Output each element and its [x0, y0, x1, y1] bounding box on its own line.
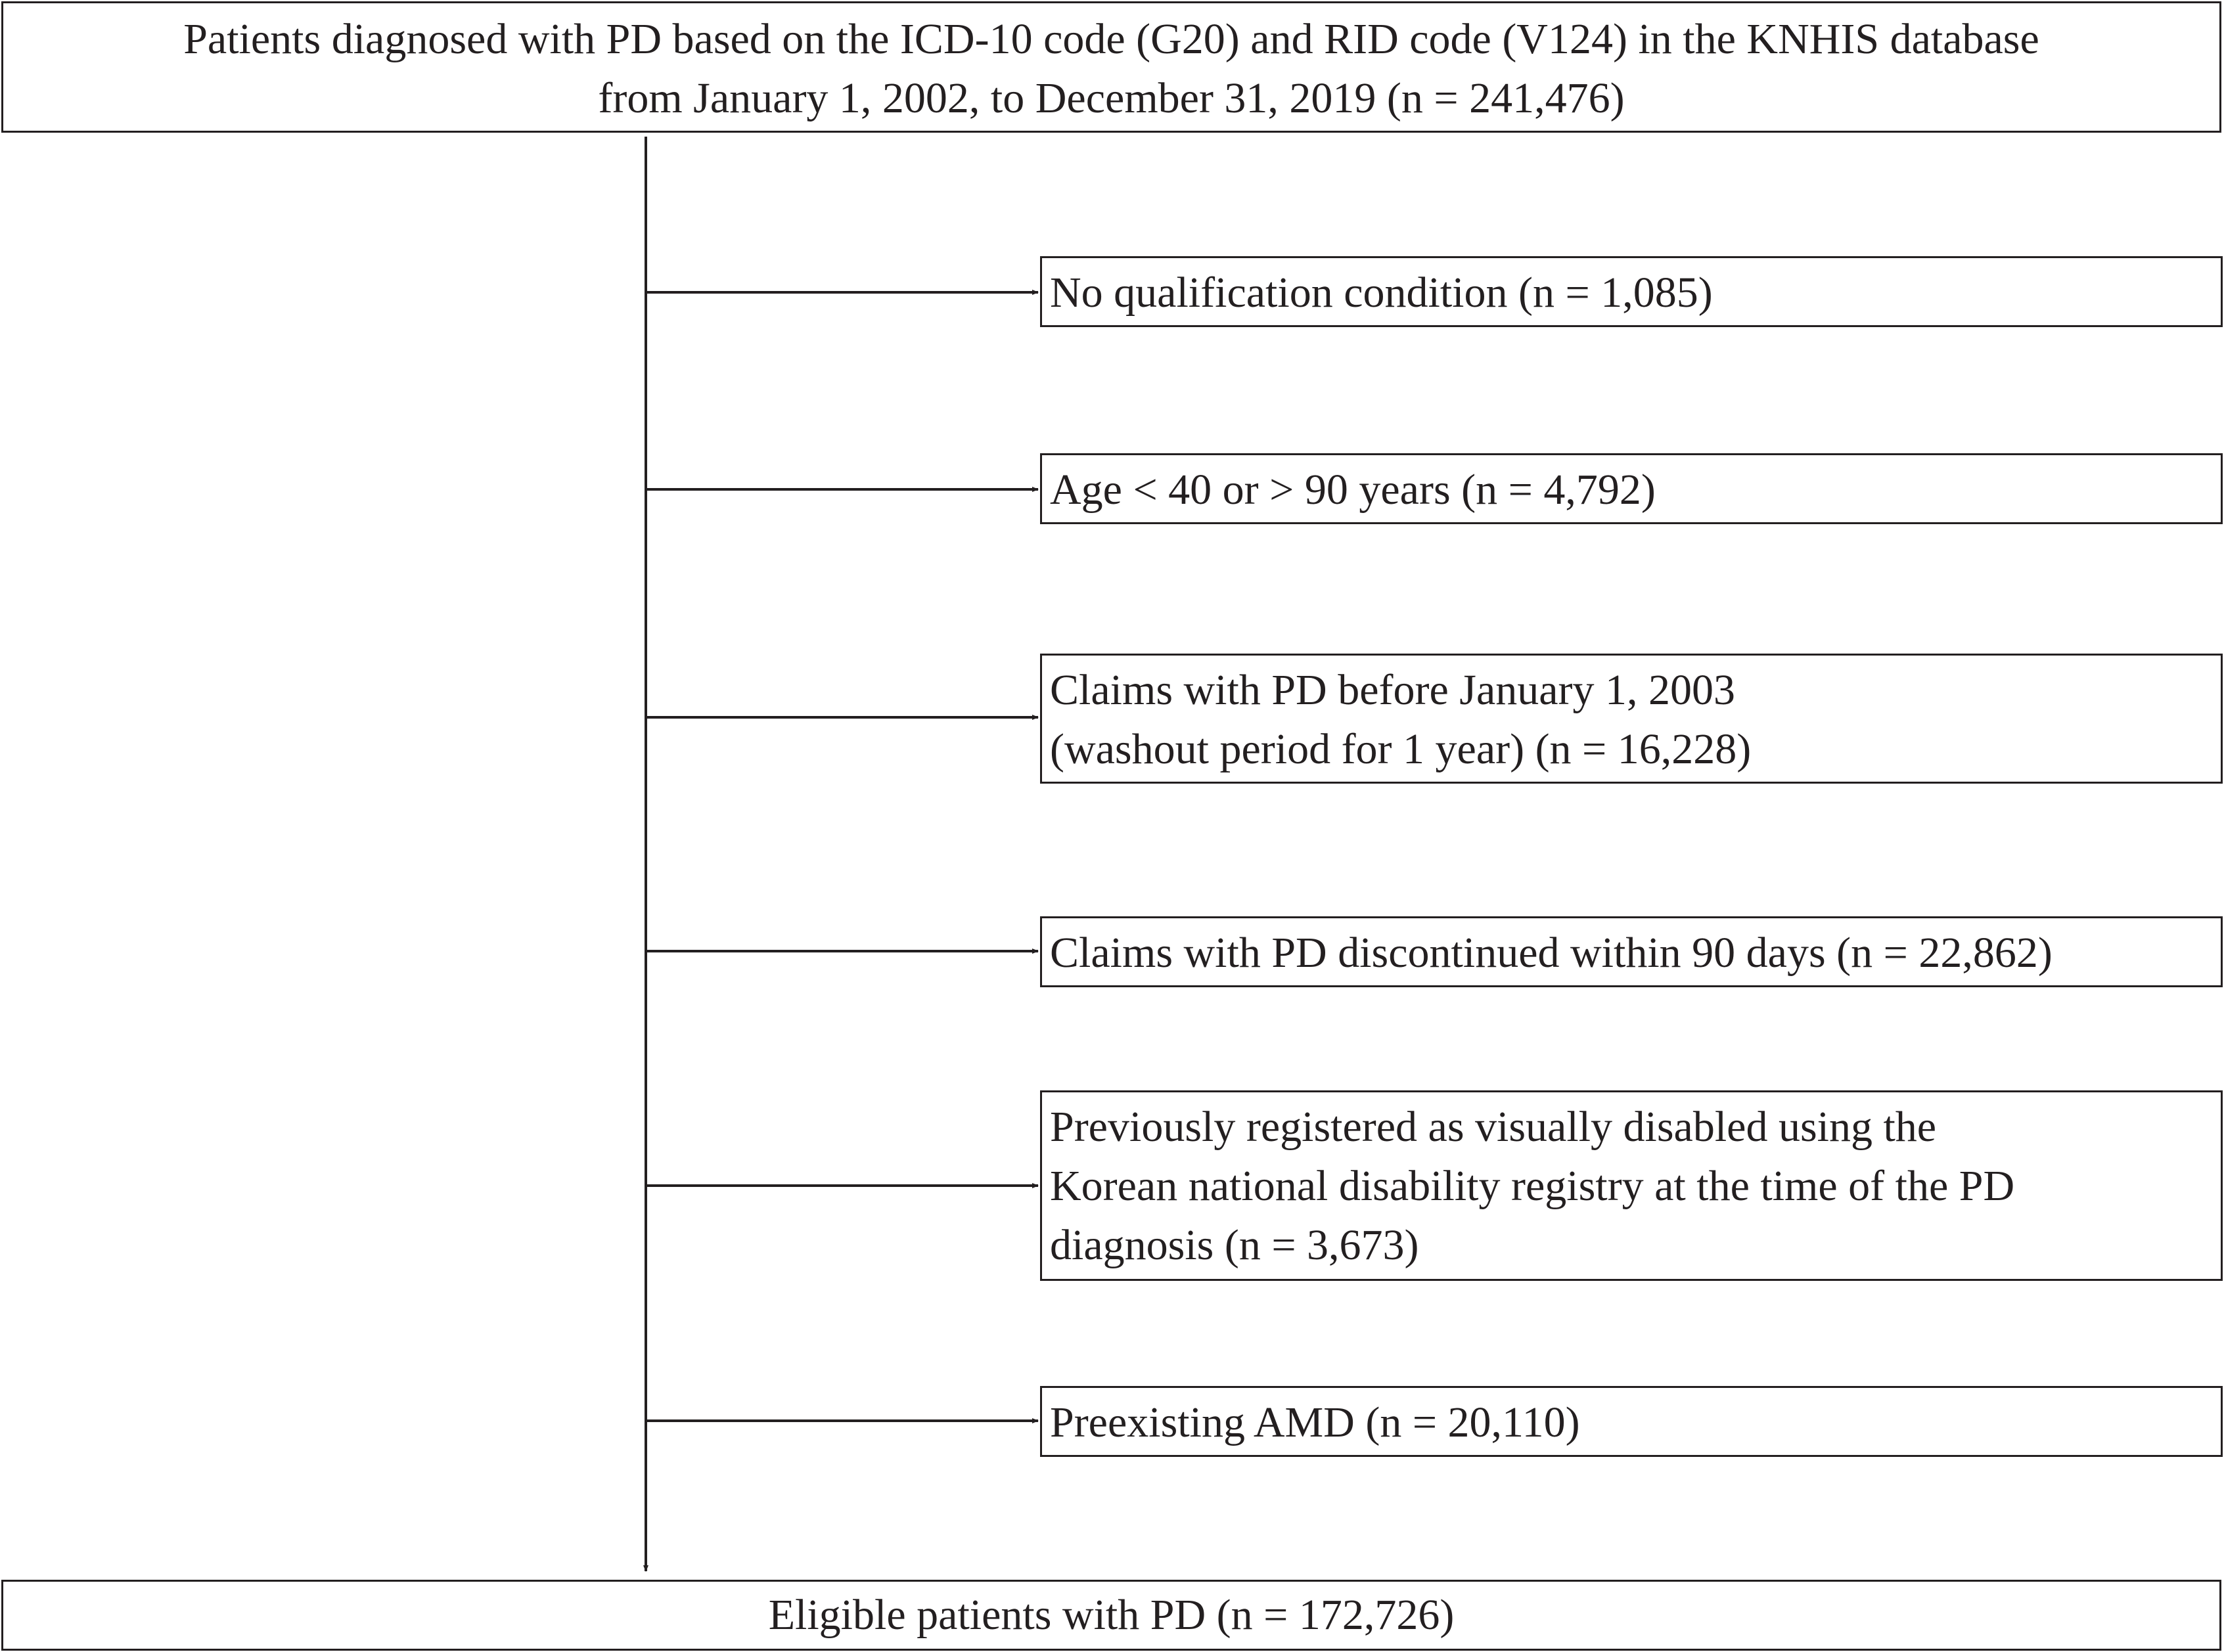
exclusion-4-line-1: Claims with PD discontinued within 90 days (n = 22,862)	[1050, 929, 2053, 977]
exclusion-2-line-1: Age < 40 or > 90 years (n = 4,792)	[1050, 466, 1656, 514]
eligible-population-line-1: Eligible patients with PD (n = 172,726)	[768, 1591, 1455, 1639]
source-population-box	[1, 1, 2221, 133]
eligible-population-box	[1, 1580, 2221, 1651]
exclusion-6-line-1: Preexisting AMD (n = 20,110)	[1050, 1398, 1580, 1446]
exclusion-5-line-2: Korean national disability registry at the time of the PD	[1050, 1162, 2015, 1210]
exclusion-box-discontinued	[1040, 916, 2223, 987]
exclusion-3-line-1: Claims with PD before January 1, 2003	[1050, 666, 1736, 714]
source-population-line-1: Patients diagnosed with PD based on the ICD-10 code (G20) and RID code (V124) in the KNHIS database	[183, 15, 2039, 63]
exclusion-5-line-3: diagnosis (n = 3,673)	[1050, 1221, 1419, 1269]
exclusion-box-preexisting-amd	[1040, 1386, 2223, 1457]
source-population-line-2: from January 1, 2002, to December 31, 2019 (n = 241,476)	[598, 74, 1625, 122]
exclusion-box-age	[1040, 453, 2223, 524]
exclusion-box-visually-disabled	[1040, 1090, 2223, 1281]
exclusion-3-line-2: (washout period for 1 year) (n = 16,228)	[1050, 725, 1752, 773]
exclusion-box-no-qualification	[1040, 256, 2223, 327]
exclusion-box-washout	[1040, 654, 2223, 784]
exclusion-1-line-1: No qualification condition (n = 1,085)	[1050, 269, 1713, 317]
exclusion-5-line-1: Previously registered as visually disabled using the	[1050, 1103, 1937, 1151]
